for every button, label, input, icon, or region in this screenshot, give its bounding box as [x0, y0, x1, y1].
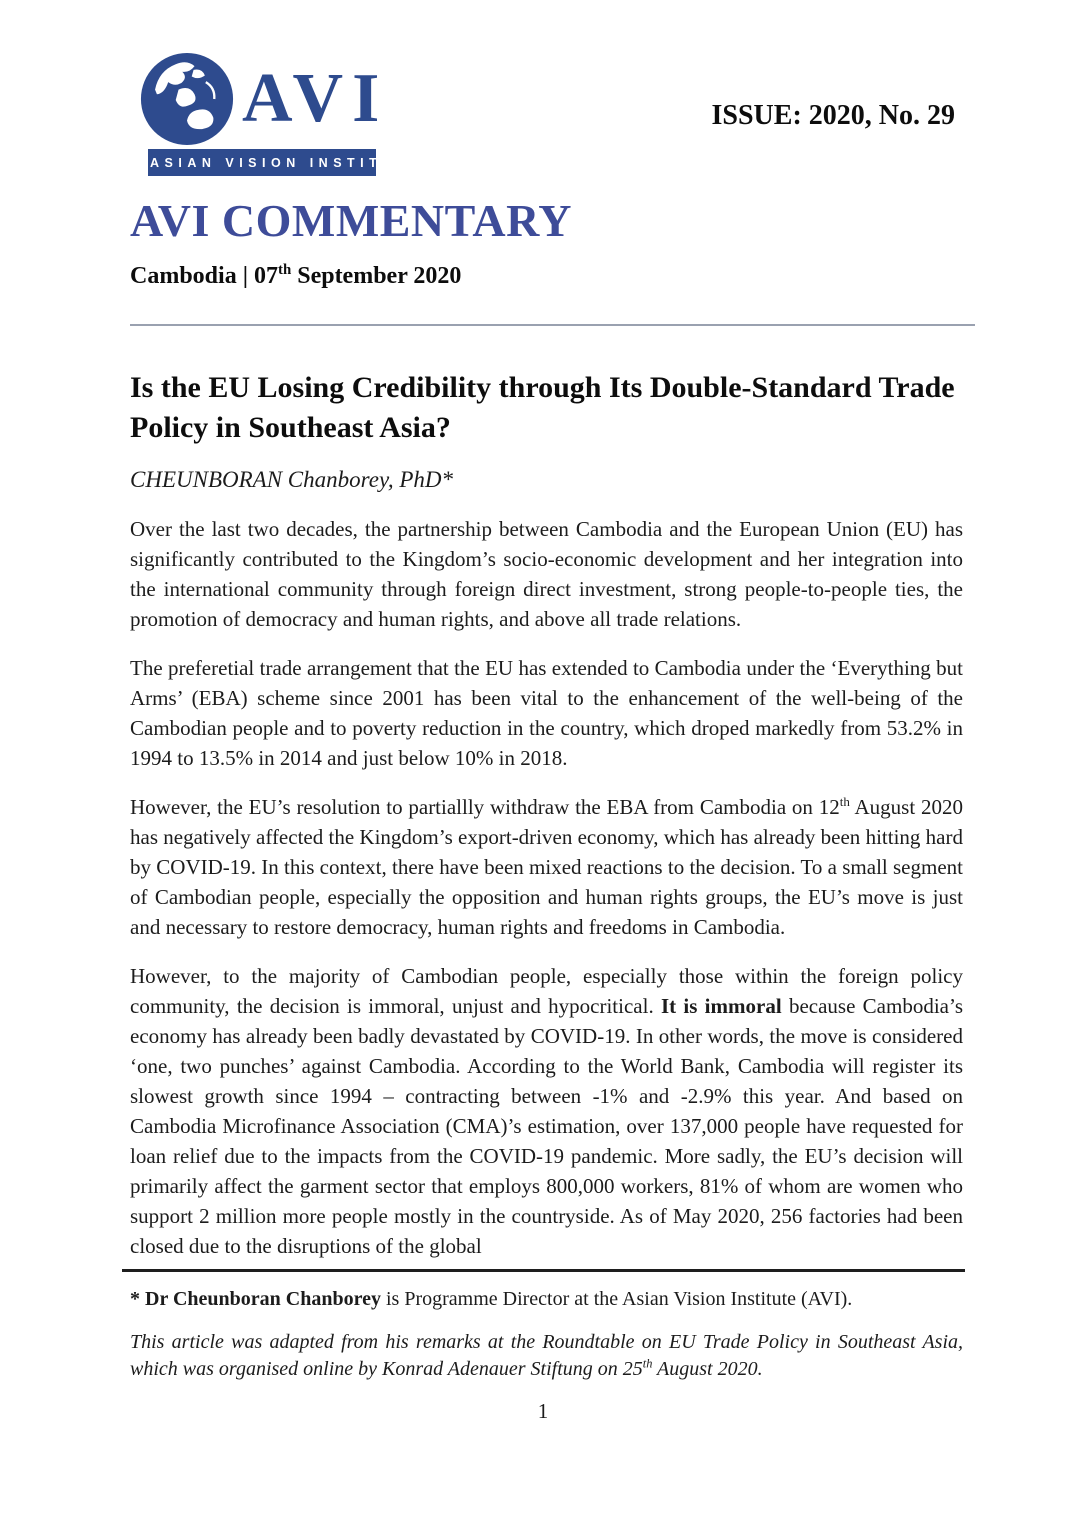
paragraph-4-pre: However, to the majority of Cambodian people, especially those within the foreign policy community, the decision is immoral, unjust and hypocritical.: [130, 963, 963, 1018]
dateline-ordinal-suffix: th: [277, 261, 292, 278]
footnotes: [130, 1286, 963, 1383]
page-number: 1: [537, 1398, 549, 1423]
footnote-source-post: August 2020.: [652, 1357, 763, 1380]
footnote-source-pre: This article was adapted from his remarks at the Roundtable on EU Trade Policy in Southeast Asia, which was organised online by Konrad Adenauer Stiftung on 25: [130, 1330, 963, 1380]
paragraph-4-post: because Cambodia’s economy has already been badly devastated by COVID-19. In other words, the move is considered ‘one, two punches’ against Cambodia. According to the World Bank, Cambodia will register its slowest growth since 1994 – contracting between -1% and -2.9% this year. And based on Cambodia Microfinance Association (CMA)’s estimation, over 137,000 people have requested for loan relief due to the impacts from the COVID-19 pandemic. More sadly, the EU’s decision will primarily affect the garment sector that employs 800,000 workers, 81% of whom are women who support 2 million more people mostly in the countryside. As of May 2020, 256 factories had been closed due to the disruptions of the global: [130, 993, 963, 1258]
document-header: [140, 52, 955, 176]
publication-title: AVI COMMENTARY: [130, 195, 572, 246]
dateline: [130, 261, 963, 291]
article-body: [130, 368, 963, 1261]
paragraph-3: [130, 792, 963, 942]
avi-logo: [140, 52, 424, 176]
dateline-pre: Cambodia | 07: [130, 262, 278, 289]
dateline-post: September 2020: [291, 262, 462, 289]
globe-icon: [140, 52, 234, 146]
masthead: [130, 196, 963, 291]
logo-banner-text: ASIAN VISION INSTITUTE: [148, 149, 376, 176]
footnote-author: [130, 1286, 963, 1312]
footnote-author-name: * Dr Cheunboran Chanborey: [130, 1287, 381, 1310]
paragraph-4: [130, 961, 963, 1261]
footnote-divider: [122, 1269, 965, 1272]
logo-row: [140, 52, 389, 146]
paragraph-4-bold-phrase: It is immoral: [660, 993, 782, 1018]
issue-label: ISSUE: 2020, No. 29: [711, 100, 955, 131]
paragraph-3-ordinal-suffix: th: [839, 793, 850, 809]
article-title: Is the EU Losing Credibility through Its Double-Standard Trade Policy in Southeast Asia?: [130, 370, 955, 444]
footnote-author-rest: is Programme Director at the Asian Vision Institute (AVI).: [380, 1287, 853, 1310]
author-line: CHEUNBORAN Chanborey, PhD*: [130, 466, 454, 492]
paragraph-3-pre: However, the EU’s resolution to partiallly withdraw the EBA from Cambodia on 12: [130, 794, 840, 819]
paragraph-3-post: August 2020 has negatively affected the Kingdom’s export-driven economy, which has already been hitting hard by COVID-19. In this context, there have been mixed reactions to the decision. To a small segment of Cambodian people, especially the opposition and human rights groups, the EU’s move is just and necessary to restore democracy, human rights and freedoms in Cambodia.: [130, 794, 963, 939]
footnote-source-ordinal-suffix: th: [642, 1355, 653, 1370]
logo-acronym-text: AVI: [242, 60, 389, 137]
paragraph-1: Over the last two decades, the partnership between Cambodia and the European Union (EU) has significantly contributed to the Kingdom’s socio-economic development and her integration into the international community through foreign direct investment, strong people-to-people ties, the promotion of democracy and human rights, and above all trade relations.: [130, 516, 963, 631]
paragraph-2: The preferetial trade arrangement that the EU has extended to Cambodia under the ‘Everything but Arms’ (EBA) scheme since 2001 has been vital to the enhancement of the well-being of the Cambodian people and to poverty reduction in the country, which droped markedly from 53.2% in 1994 to 13.5% in 2014 and just below 10% in 2018.: [130, 655, 963, 770]
footnote-source: [130, 1329, 963, 1383]
masthead-divider: [130, 324, 975, 326]
